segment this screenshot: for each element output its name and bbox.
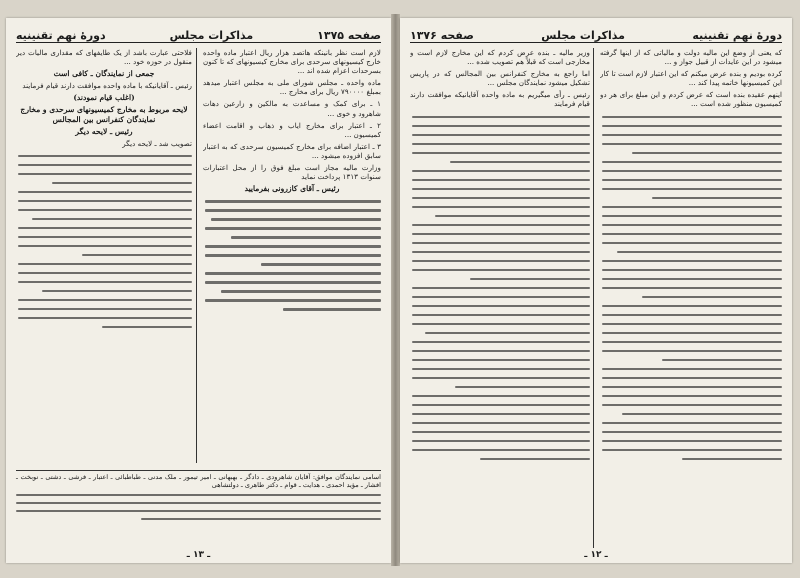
text-line <box>205 281 381 284</box>
text-line <box>602 134 782 137</box>
text-line <box>18 191 192 194</box>
paragraph: اما راجع به مخارج کنفرانس بین المجالس که در پاریس تشکیل میشود نمایندگان مجلس ... <box>410 69 590 88</box>
text-line <box>602 368 782 371</box>
speaker-line: رئیس ـ آقای کازرونی بفرمایید <box>244 184 340 194</box>
text-line <box>18 299 192 302</box>
text-line <box>412 170 590 173</box>
column-divider <box>196 48 197 463</box>
text-line <box>205 209 381 212</box>
text-line <box>283 308 381 311</box>
text-line <box>412 134 590 137</box>
paragraph: ۲ ـ اعتبار برای مخارج ایاب و ذهاب و اقامت اعضاء کمیسیون ... <box>203 120 381 139</box>
text-line <box>412 314 590 317</box>
left-footnote-block <box>16 470 381 549</box>
right-page-column-right <box>600 48 782 548</box>
text-line <box>18 245 192 248</box>
left-page <box>6 18 391 563</box>
right-page-body <box>410 48 782 548</box>
speaker-line: رئیس ـ لایحه دیگر <box>75 126 133 136</box>
footnote: اسامی نمایندگان موافق: آقایان شاهرودی ـ دادگر ـ بهبهانی ـ امیر تیمور ـ ملک مدنی ـ طباطبائی ـ اعتبار ـ فرشی ـ دشتی ـ نوبخت ـ افشار ـ مؤید احمدی ـ هدایت ـ قوام ـ دکتر طاهری ـ دولتشاهی <box>16 473 381 490</box>
text-line <box>682 458 782 461</box>
paragraph: وزیر مالیه ـ بنده عرض کردم که این مخارج لازم است و مخارجی است که قبلاً هم تصویب شده ... <box>410 48 590 67</box>
text-line <box>16 494 381 496</box>
right-page-column-left <box>410 48 590 548</box>
text-lines-block <box>16 151 192 381</box>
text-line <box>602 161 782 164</box>
text-line <box>617 251 782 254</box>
text-line <box>412 269 590 272</box>
text-line <box>602 350 782 353</box>
text-line <box>141 518 381 520</box>
text-line <box>435 215 590 218</box>
text-line <box>82 254 192 257</box>
text-line <box>412 404 590 407</box>
text-line <box>602 386 782 389</box>
paragraph: رئیس ـ آقایانیکه با ماده واحده موافقت دارند قیام فرمایند <box>22 81 192 91</box>
right-head-page-number: صفحه ۱۳۷۶ <box>410 29 474 42</box>
text-line <box>412 350 590 353</box>
left-head-session: دورهٔ نهم تقنینیه <box>16 29 106 42</box>
text-line <box>602 170 782 173</box>
text-line <box>425 332 590 335</box>
paragraph: فلاحتی عبارت باشد از یک طایفهای که مقداری مالیات دیر منقول در حوزه خود ... <box>16 48 192 67</box>
text-line <box>18 263 192 266</box>
text-line <box>18 272 192 275</box>
text-line <box>205 299 381 302</box>
paragraph: رئیس ـ رأی میگیریم به ماده واحده آقایانیکه موافقت دارند قیام فرمایند <box>410 90 590 109</box>
text-line <box>450 161 590 164</box>
text-line <box>602 395 782 398</box>
text-line <box>412 395 590 398</box>
left-running-head <box>16 24 381 43</box>
text-line <box>602 206 782 209</box>
text-line <box>602 269 782 272</box>
text-line <box>602 287 782 290</box>
text-line <box>16 502 381 504</box>
text-line <box>412 260 590 263</box>
text-line <box>602 125 782 128</box>
section-title: لایحه مربوط به مخارج کمیسیونهای سرحدی و مخارج نمایندگان کنفرانس بین المجالس <box>20 105 188 124</box>
text-line <box>632 152 782 155</box>
text-line <box>211 218 381 221</box>
text-line <box>602 431 782 434</box>
text-line <box>52 182 192 185</box>
text-line <box>412 152 590 155</box>
text-line <box>16 510 381 512</box>
text-line <box>205 272 381 275</box>
paragraph: لازم است نظر بانینکه هاتصد هزار ریال اعتبار ماده واحده خارج کیسیونهای سرحدی برای مخارج کیسیونهای که تا کنون بسرحدات اعزام شده اند ... <box>203 48 381 76</box>
text-line <box>261 263 381 266</box>
text-line <box>602 116 782 119</box>
text-line <box>412 305 590 308</box>
left-page-column-left <box>16 48 192 463</box>
text-line <box>602 260 782 263</box>
text-line <box>412 116 590 119</box>
text-line <box>642 296 782 299</box>
text-line <box>412 224 590 227</box>
right-head-title: مذاکرات مجلس <box>541 29 625 42</box>
text-line <box>602 179 782 182</box>
text-line <box>602 215 782 218</box>
text-lines-block <box>410 112 590 532</box>
paragraph: ۳ ـ اعتبار اضافه برای مخارج کمیسیون سرحدی که به اعتبار سابق افزوده میشود ... <box>203 141 381 160</box>
paragraph: ۱ ـ برای کمک و مساعدت به مالکین و زارعین دهات شاهرود و خوی ... <box>203 99 381 118</box>
text-line <box>412 377 590 380</box>
text-line <box>18 209 192 212</box>
text-line <box>18 308 192 311</box>
text-line <box>205 200 381 203</box>
text-line <box>231 236 381 239</box>
text-line <box>32 218 192 221</box>
text-line <box>412 296 590 299</box>
text-line <box>602 314 782 317</box>
text-line <box>412 440 590 443</box>
left-page-folio: ـ ۱۳ ـ <box>186 550 211 560</box>
book-gutter <box>391 14 400 566</box>
text-line <box>412 431 590 434</box>
text-line <box>18 317 192 320</box>
text-line <box>412 188 590 191</box>
text-line <box>602 188 782 191</box>
text-line <box>662 359 782 362</box>
paragraph: ماده واحده ـ مجلس شورای ملی به مجلس اعتبار میدهد بمبلغ ۷۹۰۰۰۰ ریال برای مخارج ... <box>203 78 381 97</box>
text-line <box>652 197 782 200</box>
text-line <box>412 359 590 362</box>
text-line <box>18 227 192 230</box>
text-line <box>18 164 192 167</box>
text-line <box>622 413 782 416</box>
left-head-page-number: صفحه ۱۳۷۵ <box>317 29 381 42</box>
footnote-lines <box>16 492 381 532</box>
text-line <box>602 323 782 326</box>
left-head-title: مذاکرات مجلس <box>169 29 254 42</box>
text-line <box>412 125 590 128</box>
text-line <box>602 440 782 443</box>
column-divider <box>593 48 594 548</box>
text-line <box>602 332 782 335</box>
text-line <box>18 236 192 239</box>
paragraph: اینهم عقیده بنده است که عرض کردم و این مبلغ برای هر دو کمیسیون منظور شده است ... <box>600 90 782 109</box>
text-line <box>470 278 590 281</box>
text-line <box>221 290 381 293</box>
text-line <box>412 341 590 344</box>
text-line <box>480 458 590 461</box>
text-line <box>412 197 590 200</box>
text-line <box>42 290 192 293</box>
text-line <box>412 233 590 236</box>
text-line <box>412 143 590 146</box>
left-page-body <box>16 48 381 463</box>
text-line <box>412 179 590 182</box>
text-line <box>412 206 590 209</box>
text-line <box>602 305 782 308</box>
text-line <box>455 386 590 389</box>
text-line <box>412 449 590 452</box>
right-running-head <box>410 24 782 43</box>
text-line <box>18 173 192 176</box>
text-line <box>602 422 782 425</box>
text-line <box>18 281 192 284</box>
text-line <box>602 224 782 227</box>
text-line <box>102 326 192 329</box>
text-line <box>412 287 590 290</box>
text-line <box>602 233 782 236</box>
text-line <box>205 254 381 257</box>
text-line <box>602 143 782 146</box>
text-line <box>205 245 381 248</box>
text-line <box>602 449 782 452</box>
paragraph: (اغلب قیام نمودند) <box>73 93 135 103</box>
text-line <box>412 242 590 245</box>
speaker-line: جمعی از نمایندگان ـ کافی است <box>53 69 155 79</box>
text-line <box>18 155 192 158</box>
right-page-folio: ـ ۱۲ ـ <box>584 550 608 560</box>
left-page-column-right <box>203 48 381 463</box>
text-line <box>602 341 782 344</box>
right-head-session: دورهٔ نهم تقنینیه <box>692 29 782 42</box>
text-line <box>205 227 381 230</box>
text-line <box>412 413 590 416</box>
text-line <box>412 251 590 254</box>
paragraph: کرده بودیم و بنده عرض میکنم که این اعتبار لازم است تا کار این کمیسیونها خاتمه پیدا کند ... <box>600 69 782 88</box>
text-line <box>412 323 590 326</box>
text-line <box>602 377 782 380</box>
paragraph: تصویب شد ـ لایحه دیگر <box>122 138 192 148</box>
text-lines-block <box>600 112 782 532</box>
text-line <box>602 404 782 407</box>
paragraph: که یعنی از وضع این مالیه دولت و مالیاتی که از اینها گرفته میشود در این عایدات از قبیل جواز و ... <box>600 48 782 67</box>
text-line <box>602 278 782 281</box>
text-line <box>18 200 192 203</box>
text-line <box>412 422 590 425</box>
right-page <box>400 18 792 563</box>
text-lines-block <box>203 196 381 376</box>
text-line <box>412 368 590 371</box>
paragraph: وزارت مالیه مجاز است مبلغ فوق را از محل اعتبارات سنوات ۱۳۱۳ پرداخت نماید <box>203 163 381 182</box>
text-line <box>602 242 782 245</box>
